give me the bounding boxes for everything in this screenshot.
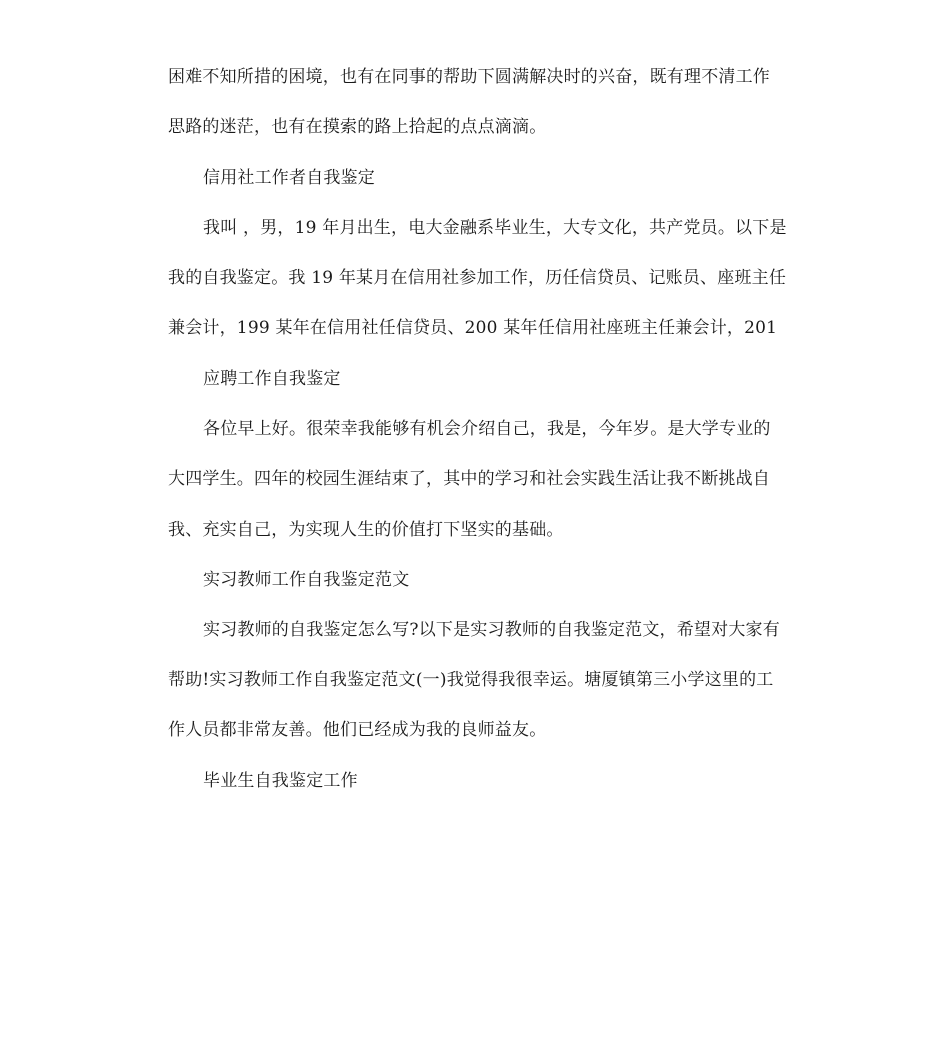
paragraph-line: 我、充实自己，为实现人生的价值打下坚实的基础。 bbox=[168, 520, 564, 540]
section-heading: 信用社工作者自我鉴定 bbox=[203, 168, 375, 188]
paragraph-line: 思路的迷茫，也有在摸索的路上拾起的点点滴滴。 bbox=[168, 117, 547, 137]
paragraph-line: 各位早上好。很荣幸我能够有机会介绍自己，我是，今年岁。是大学专业的 bbox=[203, 419, 771, 439]
paragraph-line: 困难不知所措的困境，也有在同事的帮助下圆满解决时的兴奋，既有理不清工作 bbox=[168, 67, 770, 87]
paragraph-line: 大四学生。四年的校园生涯结束了，其中的学习和社会实践生活让我不断挑战自 bbox=[168, 469, 770, 489]
section-heading: 毕业生自我鉴定工作 bbox=[203, 771, 358, 791]
section-heading: 实习教师工作自我鉴定范文 bbox=[203, 570, 410, 590]
section-heading: 应聘工作自我鉴定 bbox=[203, 369, 341, 389]
paragraph-line: 实习教师的自我鉴定怎么写?以下是实习教师的自我鉴定范文，希望对大家有 bbox=[203, 620, 780, 640]
paragraph-line: 兼会计，199 某年在信用社任信贷员、200 某年任信用社座班主任兼会计，201 bbox=[168, 318, 778, 338]
paragraph-line: 我的自我鉴定。我 19 年某月在信用社参加工作，历任信贷员、记账员、座班主任 bbox=[168, 268, 787, 288]
paragraph-line: 作人员都非常友善。他们已经成为我的良师益友。 bbox=[168, 720, 547, 740]
paragraph-line: 我叫 ，男，19 年月出生，电大金融系毕业生，大专文化，共产党员。以下是 bbox=[203, 218, 787, 238]
paragraph-line: 帮助!实习教师工作自我鉴定范文(一)我觉得我很幸运。塘厦镇第三小学这里的工 bbox=[168, 670, 774, 690]
